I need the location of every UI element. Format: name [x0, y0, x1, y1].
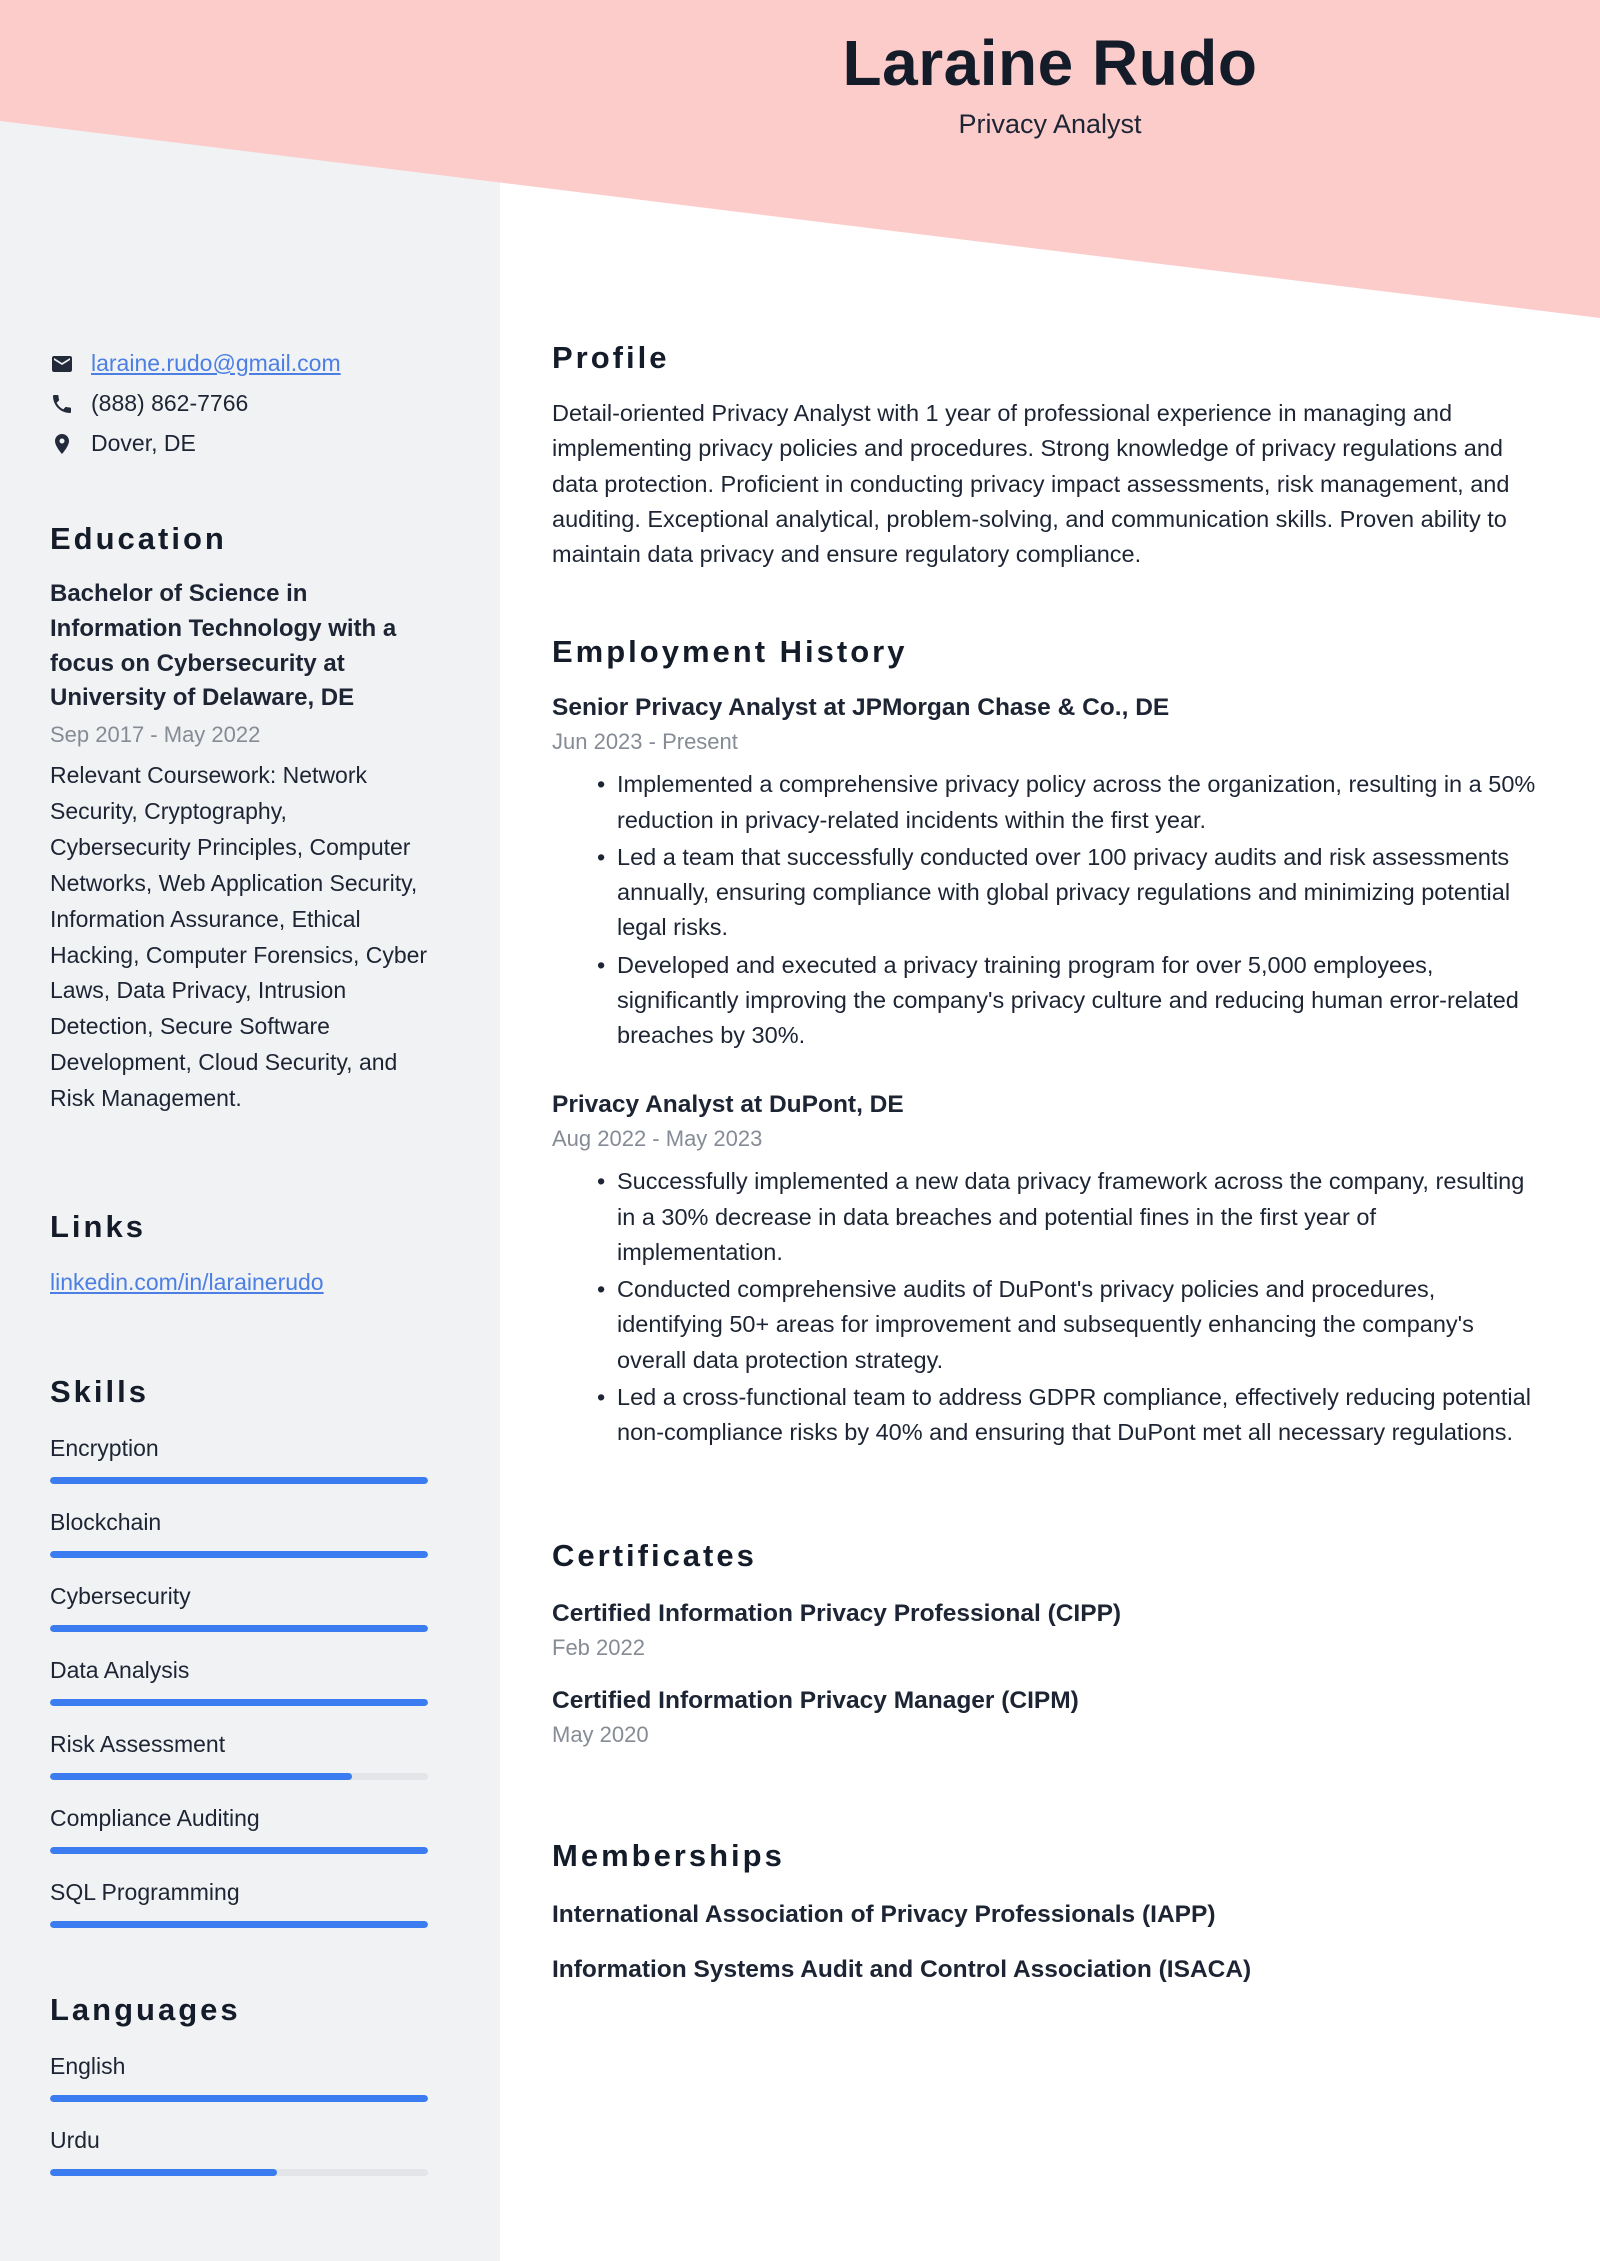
job-bullet: • Successfully implemented a new data privacy framework across the company, resulting in a 30% decrease in data breaches and potential fines in the first year of implementation. [617, 1164, 1542, 1270]
skill-bar-fill [50, 1699, 428, 1706]
skill-label: Risk Assessment [50, 1730, 226, 1757]
memberships-list [552, 1901, 1542, 1984]
skill-bar-track [50, 1551, 428, 1558]
certificate-entry [552, 1687, 1542, 1748]
language-item [50, 2127, 428, 2176]
skill-bar-track [50, 1477, 428, 1484]
map-pin-icon [50, 432, 74, 456]
certificate-date: May 2020 [552, 1722, 649, 1748]
skill-item [50, 1435, 428, 1484]
languages-heading: Languages [50, 1991, 241, 2027]
certificate-title: Certified Information Privacy Professional (CIPP) [552, 1600, 1122, 1628]
profile-text: Detail-oriented Privacy Analyst with 1 year of professional experience in managing and implementing privacy policies and procedures. Strong knowledge of privacy regulations and data protection. Proficient in conducting privacy impact assessments, risk management, and auditing. Exceptional analytical, problem-solving, and communication skills. Proven ability to maintain data privacy and ensure regulatory compliance. [552, 400, 1510, 567]
job-bullet: • Implemented a comprehensive privacy policy across the organization, resulting in a 50% reduction in privacy-related incidents within the first year. [617, 767, 1542, 838]
job-bullets [552, 1164, 1542, 1450]
language-bar-fill [50, 2169, 277, 2176]
skill-item [50, 1583, 428, 1632]
page-title: Laraine Rudo [842, 27, 1258, 99]
membership-item: Information Systems Audit and Control Association (ISACA) [552, 1956, 1252, 1984]
contact-location-row [50, 430, 428, 457]
certificate-title: Certified Information Privacy Manager (CIPM) [552, 1687, 1079, 1715]
skill-label: Data Analysis [50, 1656, 190, 1683]
skill-label: SQL Programming [50, 1878, 240, 1905]
language-bar-track [50, 2169, 428, 2176]
education-degree: Bachelor of Science in Information Technology with a focus on Cybersecurity at University of Delaware, DE [50, 580, 397, 712]
skill-label: Compliance Auditing [50, 1804, 260, 1831]
skills-heading: Skills [50, 1373, 149, 1409]
education-coursework: Relevant Coursework: Network Security, Cryptography, Cybersecurity Principles, Computer Networks, Web Application Security, Information Assurance, Ethical Hacking, Computer Forensics, Cyber Laws, Data Privacy, Intrusion Detection, Secure Software Development, Cloud Security, and Risk Management. [50, 762, 428, 1112]
skill-item [50, 1509, 428, 1558]
language-item [50, 2053, 428, 2102]
language-bar-track [50, 2095, 428, 2102]
language-label: English [50, 2052, 126, 2079]
skill-bar-fill [50, 1625, 428, 1632]
certificates-list [552, 1600, 1542, 1748]
profile-heading: Profile [552, 340, 670, 375]
certificate-date: Feb 2022 [552, 1635, 645, 1661]
linkedin-link-item [50, 1269, 428, 1296]
job-bullet: • Led a cross-functional team to address GDPR compliance, effectively reducing potential non-compliance risks by 40% and ensuring that DuPont met all necessary regulations. [617, 1380, 1542, 1451]
skill-item [50, 1731, 428, 1780]
skills-list [50, 1435, 428, 1928]
education-heading: Education [50, 521, 227, 556]
job-bullet: • Led a team that successfully conducted over 100 privacy audits and risk assessments annually, ensuring compliance with global privacy regulations and minimizing potential legal risks. [617, 840, 1542, 946]
membership-item: International Association of Privacy Professionals (IAPP) [552, 1901, 1216, 1929]
job-dates: Aug 2022 - May 2023 [552, 1126, 763, 1152]
skill-item [50, 1879, 428, 1928]
skill-label: Blockchain [50, 1508, 162, 1535]
phone-number: (888) 862-7766 [91, 390, 249, 416]
certificate-entry [552, 1600, 1542, 1661]
skill-bar-track [50, 1847, 428, 1854]
skill-bar-fill [50, 1773, 352, 1780]
memberships-heading: Memberships [552, 1838, 785, 1874]
skill-bar-track [50, 1921, 428, 1928]
job-title: Privacy Analyst at DuPont, DE [552, 1091, 904, 1119]
job-bullets [552, 767, 1542, 1053]
language-label: Urdu [50, 2126, 100, 2153]
skill-bar-track [50, 1699, 428, 1706]
location-text: Dover, DE [91, 430, 196, 456]
languages-list [50, 2053, 428, 2176]
job-bullet: • Developed and executed a privacy training program for over 5,000 employees, significantly improving the company's privacy culture and reducing human error-related breaches by 30%. [617, 948, 1542, 1054]
links-heading: Links [50, 1208, 146, 1244]
email-link[interactable]: laraine.rudo@gmail.com [91, 350, 341, 376]
job-entry [552, 694, 1542, 1053]
skill-label: Cybersecurity [50, 1582, 191, 1609]
job-bullet: • Conducted comprehensive audits of DuPont's privacy policies and procedures, identifying 50+ areas for improvement and subsequently enhancing the company's overall data protection strategy. [617, 1272, 1542, 1378]
jobs-list [552, 694, 1542, 1450]
phone-icon [50, 392, 74, 416]
skill-label: Encryption [50, 1434, 159, 1461]
language-bar-fill [50, 2095, 428, 2102]
skill-item [50, 1805, 428, 1854]
job-dates: Jun 2023 - Present [552, 729, 738, 755]
employment-history-heading: Employment History [552, 634, 908, 670]
skill-bar-fill [50, 1847, 428, 1854]
skill-bar-track [50, 1773, 428, 1780]
skill-bar-fill [50, 1551, 428, 1558]
education-dates: Sep 2017 - May 2022 [50, 722, 261, 748]
job-title: Senior Privacy Analyst at JPMorgan Chase & Co., DE [552, 694, 1170, 722]
job-entry [552, 1091, 1542, 1450]
skill-item [50, 1657, 428, 1706]
main-content [500, 0, 1600, 2261]
certificates-heading: Certificates [552, 1538, 757, 1574]
sidebar [0, 0, 500, 2261]
skill-bar-fill [50, 1477, 428, 1484]
skill-bar-fill [50, 1921, 428, 1928]
linkedin-link[interactable]: linkedin.com/in/larainerudo [50, 1268, 324, 1295]
contact-phone-row [50, 390, 428, 417]
job-title-subtitle: Privacy Analyst [958, 109, 1142, 140]
envelope-icon [50, 352, 74, 376]
contact-email-row [50, 350, 428, 377]
skill-bar-track [50, 1625, 428, 1632]
